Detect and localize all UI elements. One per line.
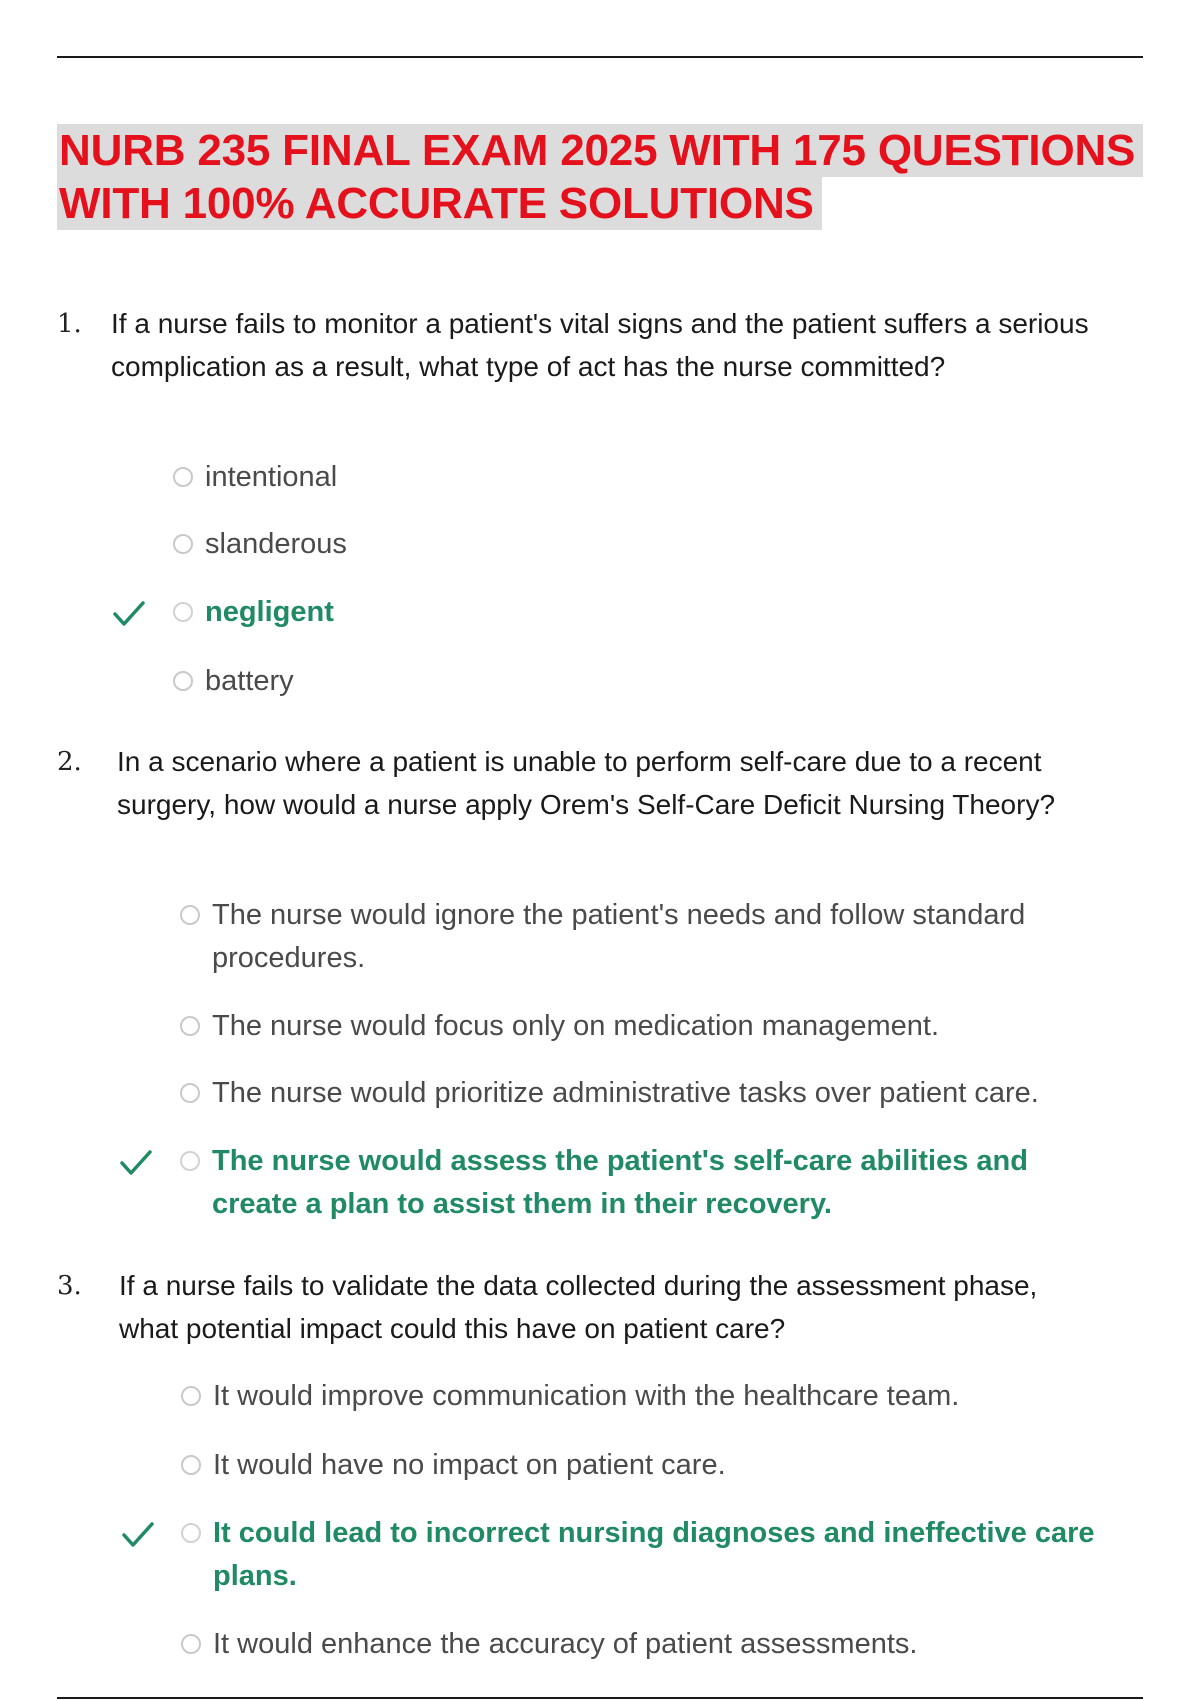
option-q2-c[interactable] — [180, 1072, 1120, 1115]
option-label: slanderous — [205, 528, 347, 560]
option-label: The nurse would assess the patient's self-care abilities and create a plan to assist them in their recovery. — [212, 1145, 1028, 1220]
option-label: It would improve communication with the healthcare team. — [213, 1380, 960, 1412]
question-text: If a nurse fails to validate the data collected during the assessment phase, what potential impact could this have on patient care? — [119, 1270, 1038, 1344]
option-label: It could lead to incorrect nursing diagnoses and ineffective care plans. — [213, 1517, 1095, 1592]
option-q1-c-correct[interactable] — [173, 591, 1073, 634]
radio-circle-icon[interactable] — [181, 1634, 201, 1654]
option-label: The nurse would prioritize administrative tasks over patient care. — [212, 1077, 1039, 1109]
title-line-1: NURB 235 FINAL EXAM 2025 WITH 175 QUESTIONS — [57, 124, 1143, 177]
radio-circle-icon[interactable] — [180, 1083, 200, 1103]
radio-circle-icon[interactable] — [181, 1386, 201, 1406]
top-rule — [57, 56, 1143, 58]
option-q1-d[interactable] — [173, 660, 1073, 703]
option-label: negligent — [205, 596, 334, 628]
question-number: 1. — [57, 309, 82, 339]
radio-circle-icon[interactable] — [173, 602, 193, 622]
question-number: 3. — [57, 1271, 82, 1301]
bottom-rule — [57, 1697, 1143, 1699]
radio-circle-icon[interactable] — [180, 1151, 200, 1171]
option-q1-a[interactable] — [173, 456, 1073, 499]
option-q3-b[interactable] — [181, 1444, 1121, 1487]
checkmark-icon — [121, 1520, 155, 1550]
option-label: The nurse would ignore the patient's needs and follow standard procedures. — [212, 899, 1026, 974]
option-label: intentional — [205, 461, 338, 493]
option-label: The nurse would focus only on medication management. — [212, 1010, 940, 1042]
option-q3-a[interactable] — [181, 1375, 1121, 1418]
radio-circle-icon[interactable] — [173, 534, 193, 554]
option-q2-d-correct[interactable] — [180, 1140, 1080, 1226]
checkmark-icon — [112, 599, 146, 629]
option-q3-c-correct[interactable] — [181, 1512, 1141, 1598]
option-label: battery — [205, 665, 294, 697]
option-q3-d[interactable] — [181, 1623, 1121, 1666]
option-label: It would enhance the accuracy of patient assessments. — [213, 1628, 918, 1660]
radio-circle-icon[interactable] — [180, 905, 200, 925]
radio-circle-icon[interactable] — [181, 1523, 201, 1543]
checkmark-icon — [119, 1148, 153, 1178]
radio-circle-icon[interactable] — [181, 1455, 201, 1475]
question-text: In a scenario where a patient is unable to perform self-care due to a recent surgery, how would a nurse apply Orem's Self-Care Deficit Nursing Theory? — [117, 746, 1056, 820]
radio-circle-icon[interactable] — [180, 1016, 200, 1036]
option-q1-b[interactable] — [173, 523, 1073, 566]
option-q2-a[interactable] — [180, 894, 1120, 980]
radio-circle-icon[interactable] — [173, 467, 193, 487]
option-label: It would have no impact on patient care. — [213, 1449, 726, 1481]
title-line-2: WITH 100% ACCURATE SOLUTIONS — [57, 177, 822, 230]
page-title — [57, 124, 1157, 230]
radio-circle-icon[interactable] — [173, 671, 193, 691]
question-text: If a nurse fails to monitor a patient's vital signs and the patient suffers a serious complication as a result, what type of act has the nurse committed? — [111, 308, 1089, 382]
question-number: 2. — [57, 747, 82, 777]
option-q2-b[interactable] — [180, 1005, 1120, 1048]
